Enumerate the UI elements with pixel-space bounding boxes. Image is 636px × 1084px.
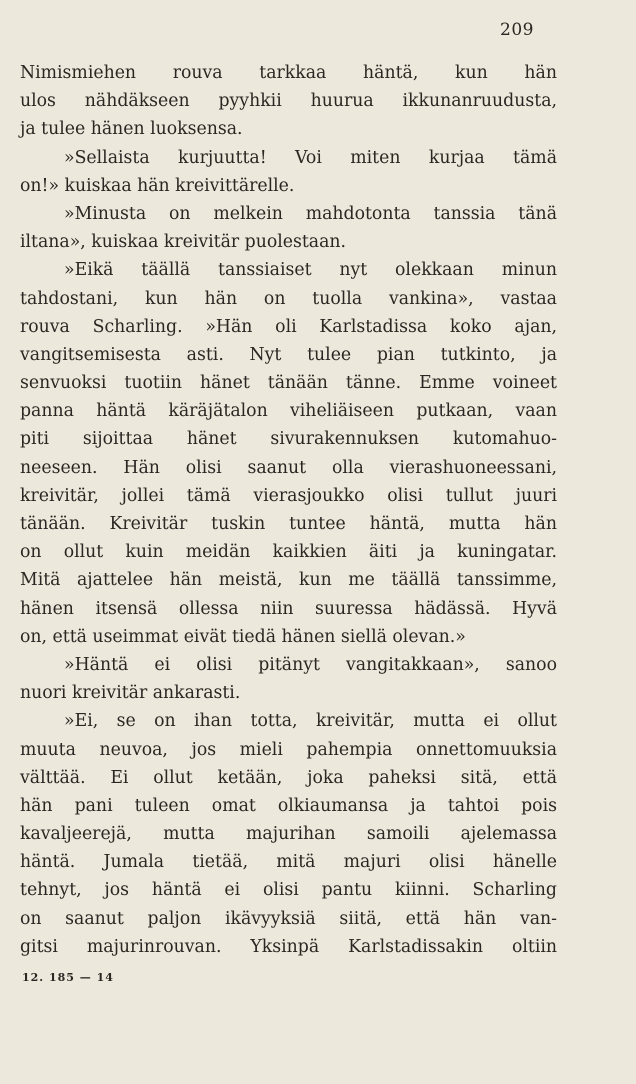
text-line: Nimismiehen rouva tarkkaa häntä, kun hän bbox=[20, 63, 557, 83]
text-line: piti sijoittaa hänet sivurakennuksen kutomahuo- bbox=[20, 429, 557, 450]
text-line: kavaljeerejä, mutta majurihan samoili ajelemassa bbox=[20, 824, 557, 845]
text-line: häntä. Jumala tietää, mitä majuri olisi hänelle bbox=[20, 852, 557, 873]
text-line: ja tulee hänen luoksensa. bbox=[20, 119, 243, 140]
text-line: muuta neuvoa, jos mieli pahempia onnettomuuksia bbox=[20, 739, 557, 760]
text-line: tehnyt, jos häntä ei olisi pantu kiinni. Scharling bbox=[20, 880, 557, 901]
printer-signature: 12. 185 — 14 bbox=[22, 971, 114, 984]
text-line: vangitsemisesta asti. Nyt tulee pian tutkinto, ja bbox=[20, 344, 557, 365]
text-line: hän pani tuleen omat olkiaumansa ja tahtoi pois bbox=[20, 795, 557, 816]
text-line: senvuoksi tuotiin hänet tänään tänne. Emme voineet bbox=[20, 373, 557, 394]
text-line: tänään. Kreivitär tuskin tuntee häntä, mutta hän bbox=[20, 514, 557, 534]
text-line: nuori kreivitär ankarasti. bbox=[20, 683, 241, 704]
text-line: kreivitär, jollei tämä vierasjoukko olisi tullut juuri bbox=[20, 485, 557, 506]
text-line: iltana», kuiskaa kreivitär puolestaan. bbox=[20, 232, 347, 253]
text-line: »Sellaista kurjuutta! Voi miten kurjaa tämä bbox=[64, 147, 557, 168]
text-line: tahdostani, kun hän on tuolla vankina», vastaa bbox=[20, 288, 557, 309]
text-line: Mitä ajattelee hän meistä, kun me täällä tanssimme, bbox=[20, 570, 557, 591]
text-line: »Eikä täällä tanssiaiset nyt olekkaan minun bbox=[64, 260, 557, 281]
text-line: on!» kuiskaa hän kreivittärelle. bbox=[20, 175, 295, 196]
text-line: »Minusta on melkein mahdotonta tanssia tänä bbox=[64, 203, 557, 224]
text-line: gitsi majurinrouvan. Yksinpä Karlstadissakin oltiin bbox=[20, 936, 557, 957]
text-line: rouva Scharling. »Hän oli Karlstadissa koko ajan, bbox=[20, 316, 557, 337]
text-line: »Häntä ei olisi pitänyt vangitakkaan», sanoo bbox=[64, 654, 557, 675]
text-line: välttää. Ei ollut ketään, joka paheksi sitä, että bbox=[20, 767, 557, 788]
text-line: on ollut kuin meidän kaikkien äiti ja kuningatar. bbox=[20, 542, 557, 563]
text-line: ulos nähdäkseen pyyhkii huurua ikkunanruudusta, bbox=[20, 91, 557, 112]
text-line: panna häntä käräjätalon viheliäiseen putkaan, vaan bbox=[20, 401, 557, 422]
text-line: on, että useimmat eivät tiedä hänen siellä olevan.» bbox=[20, 626, 466, 647]
text-line: »Ei, se on ihan totta, kreivitär, mutta ei ollut bbox=[64, 711, 557, 732]
text-line: on saanut paljon ikävyyksiä siitä, että hän van- bbox=[20, 908, 557, 929]
page-number: 209 bbox=[500, 20, 534, 40]
text-line: hänen itsensä ollessa niin suuressa hädässä. Hyvä bbox=[20, 598, 557, 619]
body-text bbox=[20, 59, 557, 961]
text-line: neeseen. Hän olisi saanut olla vierashuoneessani, bbox=[20, 457, 557, 478]
